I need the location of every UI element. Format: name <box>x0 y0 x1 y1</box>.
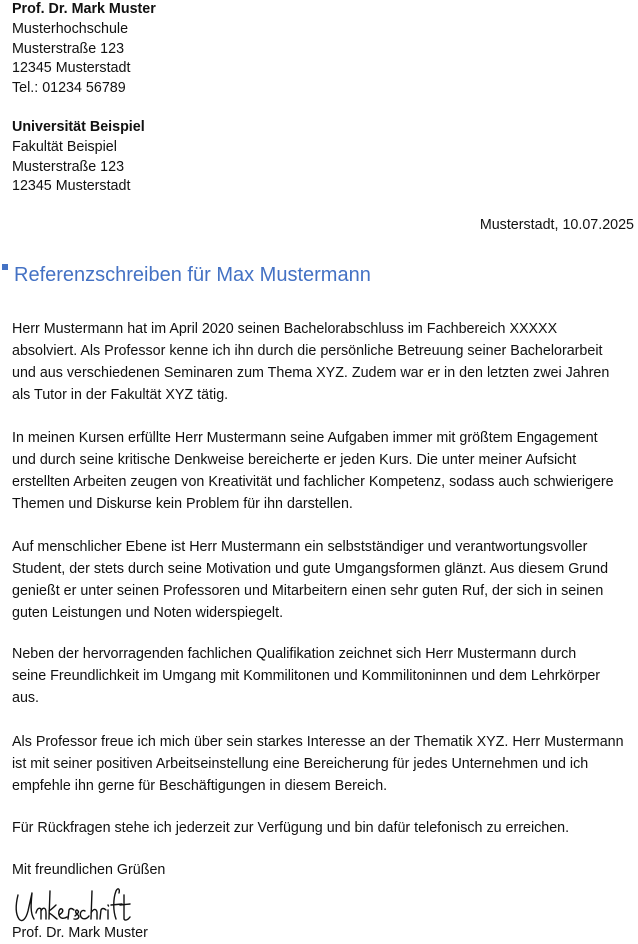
paragraph-line: und aus verschiedenen Seminaren zum Thema XYZ. Zudem war er in den letzten zwei Jahren <box>12 365 610 381</box>
recipient-address <box>12 118 145 197</box>
paragraph-3 <box>12 536 638 624</box>
recipient-department: Fakultät Beispiel <box>12 138 117 155</box>
paragraph-line: absolviert. Als Professor kenne ich ihn durch die persönliche Betreuung seiner Bachelorarbeit <box>12 343 603 359</box>
paragraph-line: seine Freundlichkeit im Umgang mit Kommilitonen und Kommilitoninnen und dem Lehrkörper <box>12 668 601 684</box>
sender-street: Musterstraße 123 <box>12 40 125 57</box>
sender-address <box>12 0 156 99</box>
paragraph-line: erstellten Arbeiten zeugen von Kreativität und fachlicher Kompetenz, sodass auch schwierigere <box>12 474 614 490</box>
paragraph-line: Neben der hervorragenden fachlichen Qualifikation zeichnet sich Herr Mustermann durch <box>12 646 577 662</box>
paragraph-line: ist mit seiner positiven Arbeitseinstellung eine Bereicherung für jedes Unternehmen und ich <box>12 756 589 772</box>
letter-title: Referenzschreiben für Max Mustermann <box>14 264 371 286</box>
paragraph-2 <box>12 427 638 515</box>
handwritten-signature <box>12 883 132 930</box>
paragraph-line: Als Professor freue ich mich über sein starkes Interesse an der Thematik XYZ. Herr Mustermann <box>12 734 624 750</box>
paragraph-line: guten Leistungen und Noten widerspiegelt. <box>12 605 284 621</box>
paragraph-line: Für Rückfragen stehe ich jederzeit zur Verfügung und bin dafür telefonisch zu erreichen. <box>12 820 570 836</box>
letter-date: Musterstadt, 10.07.2025 <box>479 217 634 233</box>
paragraph-line: Student, der stets durch seine Motivation und gute Umgangsformen glänzt. Aus diesem Grund <box>12 561 609 577</box>
paragraph-line: als Tutor in der Fakultät XYZ tätig. <box>12 387 229 403</box>
sender-institution: Musterhochschule <box>12 20 129 37</box>
recipient-city: 12345 Musterstadt <box>12 178 131 195</box>
paragraph-1 <box>12 318 638 406</box>
closing-greeting: Mit freundlichen Grüßen <box>12 862 166 878</box>
signature-drawing <box>12 883 132 925</box>
paragraph-line: In meinen Kursen erfüllte Herr Mustermann seine Aufgaben immer mit größtem Engagement <box>12 430 598 446</box>
recipient-name: Universität Beispiel <box>12 119 145 135</box>
recipient-street: Musterstraße 123 <box>12 158 125 175</box>
paragraph-line: empfehle ihn gerne für Beschäftigungen in diesem Bereich. <box>12 778 388 794</box>
paragraph-6 <box>12 817 638 839</box>
paragraph-line: und durch seine kritische Denkweise bereicherte er jeden Kurs. Die unter meiner Aufsicht <box>12 452 577 468</box>
paragraph-line: Herr Mustermann hat im April 2020 seinen Bachelorabschluss im Fachbereich XXXXX <box>12 321 558 337</box>
signer-name: Prof. Dr. Mark Muster <box>12 925 148 941</box>
heading-marker <box>2 264 8 270</box>
paragraph-line: Themen und Diskurse kein Problem für ihn darstellen. <box>12 496 353 512</box>
sender-phone: Tel.: 01234 56789 <box>12 80 126 97</box>
sender-name: Prof. Dr. Mark Muster <box>12 1 156 17</box>
paragraph-line: genießt er unter seinen Professoren und Mitarbeitern einen sehr guten Ruf, der sich in seinen <box>12 583 604 599</box>
sender-city: 12345 Musterstadt <box>12 60 131 77</box>
paragraph-5 <box>12 731 638 797</box>
paragraph-line: Auf menschlicher Ebene ist Herr Mustermann ein selbstständiger und verantwortungsvoller <box>12 539 588 555</box>
paragraph-line: aus. <box>12 690 40 706</box>
paragraph-4 <box>12 643 638 709</box>
